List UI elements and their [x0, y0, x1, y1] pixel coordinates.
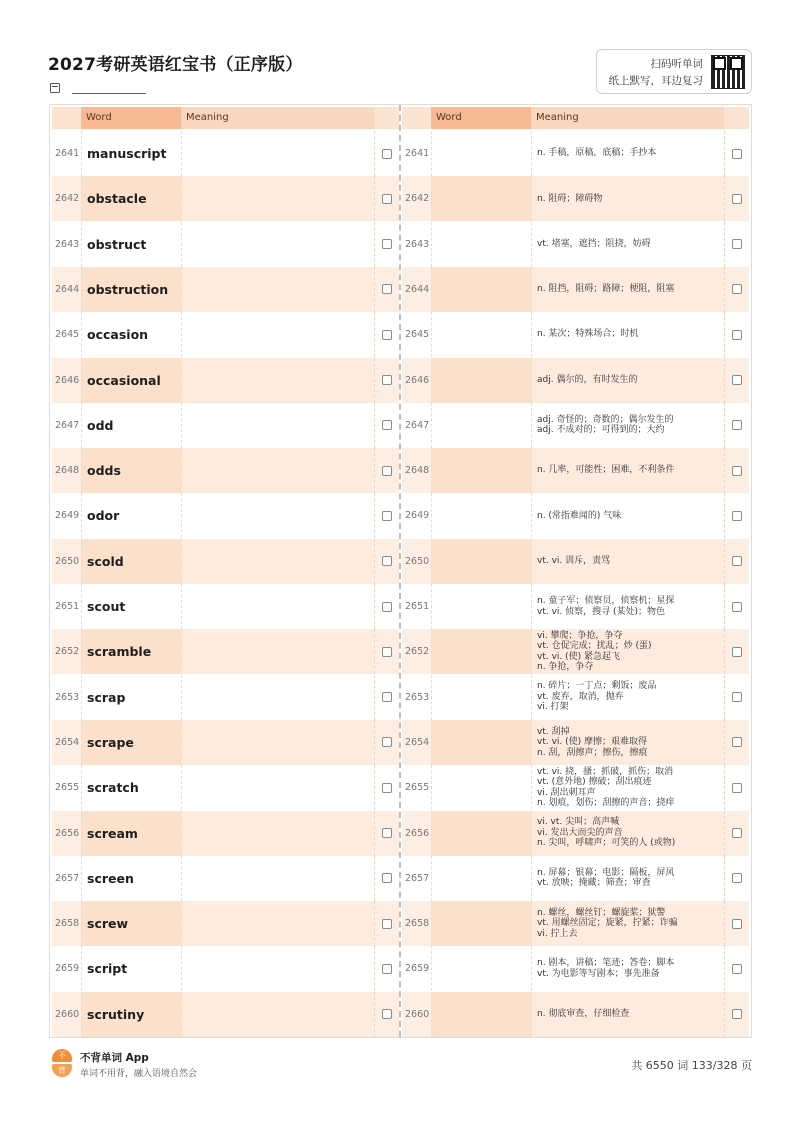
check-cell: [374, 539, 399, 584]
checkbox[interactable]: [382, 511, 392, 521]
checkbox[interactable]: [382, 330, 392, 340]
meaning-text: n. 阻碍；障碍物: [531, 176, 724, 221]
check-cell: [724, 584, 749, 629]
header-check: [724, 107, 749, 129]
meaning-blank: [181, 811, 374, 856]
check-cell: [724, 539, 749, 584]
checkbox[interactable]: [732, 1009, 742, 1019]
word-blank: [431, 176, 531, 221]
word-number: 2659: [52, 946, 81, 991]
table-header: [52, 107, 399, 129]
table-row: [52, 856, 399, 901]
word-number: 2655: [52, 765, 81, 810]
check-cell: [724, 675, 749, 720]
meaning-blank: [181, 176, 374, 221]
word-blank: [431, 493, 531, 538]
check-cell: [374, 629, 399, 674]
table-row: [402, 629, 749, 674]
word-number: 2651: [402, 584, 431, 629]
checkbox[interactable]: [382, 1009, 392, 1019]
word-text: screw: [81, 901, 181, 946]
table-row: [402, 856, 749, 901]
table-row: [402, 267, 749, 312]
word-number: 2658: [402, 901, 431, 946]
meaning-blank: [181, 222, 374, 267]
meaning-blank: [181, 358, 374, 403]
meaning-blank: [181, 267, 374, 312]
word-blank: [431, 720, 531, 765]
check-cell: [374, 992, 399, 1037]
word-blank: [431, 358, 531, 403]
meaning-text: vt. vi. 挠，搔；抓破，抓伤；取消 vt. (意外地) 擦破；刮出痕迹 vi. 刮出刺耳声 n. 划痕，划伤；刮擦的声音；挠痒: [531, 765, 724, 810]
meaning-text: vt. 刮掉 vt. vi. (使) 摩擦；艰难取得 n. 刮，刮擦声；擦伤，擦痕: [531, 720, 724, 765]
table-row: [402, 403, 749, 448]
meaning-text: n. 碎片；一丁点；剩饭；废品 vt. 废弃，取消，抛弃 vi. 打架: [531, 675, 724, 720]
fold-divider: [399, 105, 401, 1037]
table-row: [402, 765, 749, 810]
word-number: 2650: [402, 539, 431, 584]
check-cell: [374, 946, 399, 991]
meaning-text: n. 屏幕；银幕；电影；隔板，屏风 vt. 放映；掩藏；筛查；审查: [531, 856, 724, 901]
checkbox[interactable]: [382, 919, 392, 929]
word-text: odds: [81, 448, 181, 493]
checkbox[interactable]: [382, 964, 392, 974]
check-cell: [374, 720, 399, 765]
word-number: 2642: [402, 176, 431, 221]
word-text: odor: [81, 493, 181, 538]
word-blank: [431, 992, 531, 1037]
word-number: 2660: [402, 992, 431, 1037]
word-number: 2651: [52, 584, 81, 629]
word-number: 2654: [52, 720, 81, 765]
check-cell: [374, 358, 399, 403]
meaning-blank: [181, 539, 374, 584]
meaning-blank: [181, 856, 374, 901]
word-text: scratch: [81, 765, 181, 810]
word-number: 2644: [402, 267, 431, 312]
word-number: 2653: [52, 675, 81, 720]
word-number: 2652: [402, 629, 431, 674]
meaning-text: n. 阻挡，阻碍；路障；梗阻，阻塞: [531, 267, 724, 312]
word-text: screen: [81, 856, 181, 901]
meaning-text: n. 某次；特殊场合；时机: [531, 312, 724, 357]
table-row: [402, 448, 749, 493]
word-number: 2658: [52, 901, 81, 946]
meaning-blank: [181, 493, 374, 538]
table-row: [52, 765, 399, 810]
checkbox[interactable]: [732, 873, 742, 883]
check-cell: [724, 856, 749, 901]
word-blank: [431, 675, 531, 720]
word-text: obstruction: [81, 267, 181, 312]
word-blank: [431, 901, 531, 946]
table-row: [402, 720, 749, 765]
word-number: 2645: [52, 312, 81, 357]
checkbox[interactable]: [382, 466, 392, 476]
word-number: 2642: [52, 176, 81, 221]
table-header: [402, 107, 749, 129]
checkbox[interactable]: [382, 828, 392, 838]
checkbox[interactable]: [732, 964, 742, 974]
check-cell: [724, 358, 749, 403]
word-number: 2649: [402, 493, 431, 538]
word-blank: [431, 946, 531, 991]
check-cell: [724, 901, 749, 946]
meaning-text: n. 螺丝，螺丝钉；螺旋桨；狱警 vt. 用螺丝固定；旋紧，拧紧；诈骗 vi. 拧上去: [531, 901, 724, 946]
word-blank: [431, 811, 531, 856]
word-text: scrape: [81, 720, 181, 765]
header-meaning: Meaning: [531, 107, 724, 129]
word-text: obstruct: [81, 222, 181, 267]
word-number: 2645: [402, 312, 431, 357]
header-num: [402, 107, 431, 129]
checkbox[interactable]: [732, 284, 742, 294]
qr-line-2: 纸上默写，耳边复习: [608, 75, 703, 87]
table-row: [52, 493, 399, 538]
check-cell: [724, 992, 749, 1037]
page-title: 2027考研英语红宝书（正序版）: [48, 55, 303, 75]
word-number: 2646: [402, 358, 431, 403]
qr-line-1: 扫码听单词: [650, 58, 703, 70]
app-name: 不背单词 App: [80, 1052, 149, 1064]
word-text: script: [81, 946, 181, 991]
word-number: 2655: [402, 765, 431, 810]
table-row: [52, 629, 399, 674]
table-row: [52, 901, 399, 946]
check-cell: [724, 811, 749, 856]
word-number: 2648: [402, 448, 431, 493]
table-row: [52, 946, 399, 991]
meaning-text: n. 手稿，原稿，底稿；手抄本: [531, 131, 724, 176]
check-cell: [724, 176, 749, 221]
check-cell: [724, 493, 749, 538]
checkbox[interactable]: [732, 511, 742, 521]
table-row: [402, 493, 749, 538]
table-row: [52, 448, 399, 493]
word-blank: [431, 539, 531, 584]
check-cell: [724, 222, 749, 267]
meaning-blank: [181, 629, 374, 674]
meaning-text: n. 几率，可能性；困难，不利条件: [531, 448, 724, 493]
meaning-text: vi. 攀爬；争抢，争夺 vt. 仓促完成；扰乱；炒 (蛋) vt. vi. (使) 紧急起飞 n. 争抢，争夺: [531, 629, 724, 674]
qr-code-icon[interactable]: [711, 55, 745, 89]
meaning-blank: [181, 901, 374, 946]
meaning-blank: [181, 131, 374, 176]
word-text: scream: [81, 811, 181, 856]
check-cell: [374, 312, 399, 357]
meaning-blank: [181, 584, 374, 629]
qr-caption: [609, 56, 704, 90]
header-meaning: Meaning: [181, 107, 374, 129]
check-cell: [724, 131, 749, 176]
check-cell: [374, 675, 399, 720]
word-text: obstacle: [81, 176, 181, 221]
date-blank-line: [72, 82, 146, 94]
header-num: [52, 107, 81, 129]
word-number: 2654: [402, 720, 431, 765]
word-number: 2644: [52, 267, 81, 312]
checkbox[interactable]: [732, 330, 742, 340]
check-cell: [374, 222, 399, 267]
meaning-blank: [181, 403, 374, 448]
meaning-text: n. 童子军；侦察员，侦察机；星探 vt. vi. 侦察，搜寻 (某处)；物色: [531, 584, 724, 629]
checkbox[interactable]: [732, 420, 742, 430]
checkbox[interactable]: [382, 783, 392, 793]
table-row: [52, 992, 399, 1037]
word-number: 2657: [402, 856, 431, 901]
checkbox[interactable]: [382, 692, 392, 702]
check-cell: [724, 312, 749, 357]
meaning-text: vt. vi. 训斥，责骂: [531, 539, 724, 584]
checkbox[interactable]: [732, 783, 742, 793]
vocab-sheet: [49, 104, 752, 1038]
word-blank: [431, 765, 531, 810]
word-number: 2648: [52, 448, 81, 493]
check-cell: [724, 267, 749, 312]
checkbox[interactable]: [732, 149, 742, 159]
logo-top-char: 不: [52, 1049, 72, 1062]
word-number: 2657: [52, 856, 81, 901]
word-text: manuscript: [81, 131, 181, 176]
table-row: [402, 131, 749, 176]
check-cell: [374, 176, 399, 221]
check-cell: [374, 403, 399, 448]
checkbox[interactable]: [732, 466, 742, 476]
checkbox[interactable]: [732, 375, 742, 385]
table-row: [52, 811, 399, 856]
meaning-text: n. 彻底审查，仔细检查: [531, 992, 724, 1037]
checkbox[interactable]: [382, 556, 392, 566]
word-number: 2652: [52, 629, 81, 674]
check-cell: [724, 629, 749, 674]
table-row: [52, 267, 399, 312]
checkbox[interactable]: [732, 737, 742, 747]
table-row: [402, 675, 749, 720]
checkbox[interactable]: [732, 239, 742, 249]
word-text: occasional: [81, 358, 181, 403]
meaning-text: adj. 奇怪的；奇数的；偶尔发生的 adj. 不成对的；可得到的；大约: [531, 403, 724, 448]
checkbox[interactable]: [732, 602, 742, 612]
checkbox[interactable]: [382, 420, 392, 430]
table-row: [402, 901, 749, 946]
table-row: [402, 992, 749, 1037]
logo-bottom-char: 背: [52, 1064, 72, 1077]
check-cell: [374, 584, 399, 629]
word-blank: [431, 856, 531, 901]
page-stats: 共 6550 词 133/328 页: [631, 1059, 752, 1072]
check-cell: [374, 901, 399, 946]
word-blank: [431, 403, 531, 448]
word-text: occasion: [81, 312, 181, 357]
meaning-blank: [181, 946, 374, 991]
table-row: [52, 222, 399, 267]
word-blank: [431, 584, 531, 629]
check-cell: [374, 493, 399, 538]
checkbox[interactable]: [382, 602, 392, 612]
table-row: [402, 312, 749, 357]
check-cell: [374, 765, 399, 810]
word-blank: [431, 267, 531, 312]
meaning-blank: [181, 448, 374, 493]
checkbox[interactable]: [382, 149, 392, 159]
table-row: [52, 403, 399, 448]
header-check: [374, 107, 399, 129]
word-number: 2650: [52, 539, 81, 584]
word-text: scout: [81, 584, 181, 629]
word-number: 2643: [52, 222, 81, 267]
table-row: [52, 584, 399, 629]
word-blank: [431, 629, 531, 674]
check-cell: [374, 811, 399, 856]
check-cell: [374, 448, 399, 493]
checkbox[interactable]: [732, 692, 742, 702]
word-number: 2647: [52, 403, 81, 448]
word-number: 2659: [402, 946, 431, 991]
table-row: [402, 176, 749, 221]
table-row: [402, 539, 749, 584]
table-row: [402, 222, 749, 267]
meaning-column-half: [402, 105, 749, 1037]
check-cell: [724, 403, 749, 448]
word-number: 2647: [402, 403, 431, 448]
table-row: [402, 811, 749, 856]
check-cell: [724, 720, 749, 765]
checkbox[interactable]: [382, 194, 392, 204]
word-text: scrutiny: [81, 992, 181, 1037]
meaning-text: adj. 偶尔的，有时发生的: [531, 358, 724, 403]
meaning-text: vt. 堵塞，遮挡；阻挠，妨碍: [531, 222, 724, 267]
checkbox[interactable]: [382, 737, 392, 747]
header-word: Word: [431, 107, 531, 129]
check-cell: [374, 267, 399, 312]
word-blank: [431, 448, 531, 493]
date-row: [50, 80, 146, 96]
check-cell: [374, 131, 399, 176]
word-blank: [431, 131, 531, 176]
meaning-text: n. 剧本，讲稿；笔迹；答卷；脚本 vt. 为电影等写剧本；事先准备: [531, 946, 724, 991]
word-number: 2641: [402, 131, 431, 176]
word-number: 2649: [52, 493, 81, 538]
checkbox[interactable]: [732, 556, 742, 566]
word-number: 2643: [402, 222, 431, 267]
word-column-half: [52, 105, 399, 1037]
table-row: [52, 720, 399, 765]
word-number: 2653: [402, 675, 431, 720]
word-text: odd: [81, 403, 181, 448]
check-cell: [724, 765, 749, 810]
checkbox[interactable]: [382, 284, 392, 294]
table-row: [52, 131, 399, 176]
checkbox[interactable]: [732, 828, 742, 838]
app-logo: [52, 1049, 72, 1077]
word-number: 2660: [52, 992, 81, 1037]
checkbox[interactable]: [382, 873, 392, 883]
checkbox[interactable]: [382, 239, 392, 249]
table-row: [52, 312, 399, 357]
calendar-icon: [50, 83, 60, 93]
check-cell: [724, 448, 749, 493]
word-blank: [431, 312, 531, 357]
meaning-blank: [181, 992, 374, 1037]
meaning-blank: [181, 312, 374, 357]
word-text: scold: [81, 539, 181, 584]
table-row: [52, 358, 399, 403]
word-blank: [431, 222, 531, 267]
table-row: [52, 176, 399, 221]
table-row: [402, 358, 749, 403]
table-row: [52, 539, 399, 584]
table-row: [402, 946, 749, 991]
qr-panel: [596, 49, 752, 94]
word-text: scrap: [81, 675, 181, 720]
table-row: [402, 584, 749, 629]
checkbox[interactable]: [382, 647, 392, 657]
meaning-blank: [181, 765, 374, 810]
app-slogan: 单词不用背，融入语境自然会: [80, 1069, 198, 1079]
checkbox[interactable]: [732, 194, 742, 204]
meaning-blank: [181, 675, 374, 720]
word-number: 2646: [52, 358, 81, 403]
table-row: [52, 675, 399, 720]
check-cell: [374, 856, 399, 901]
word-number: 2656: [402, 811, 431, 856]
meaning-blank: [181, 720, 374, 765]
checkbox[interactable]: [732, 647, 742, 657]
meaning-text: vi. vt. 尖叫；高声喊 vi. 发出大而尖的声音 n. 尖叫，呼啸声；可笑的人 (或物): [531, 811, 724, 856]
word-number: 2656: [52, 811, 81, 856]
word-text: scramble: [81, 629, 181, 674]
checkbox[interactable]: [382, 375, 392, 385]
header-word: Word: [81, 107, 181, 129]
meaning-text: n. (常指难闻的) 气味: [531, 493, 724, 538]
checkbox[interactable]: [732, 919, 742, 929]
check-cell: [724, 946, 749, 991]
word-number: 2641: [52, 131, 81, 176]
